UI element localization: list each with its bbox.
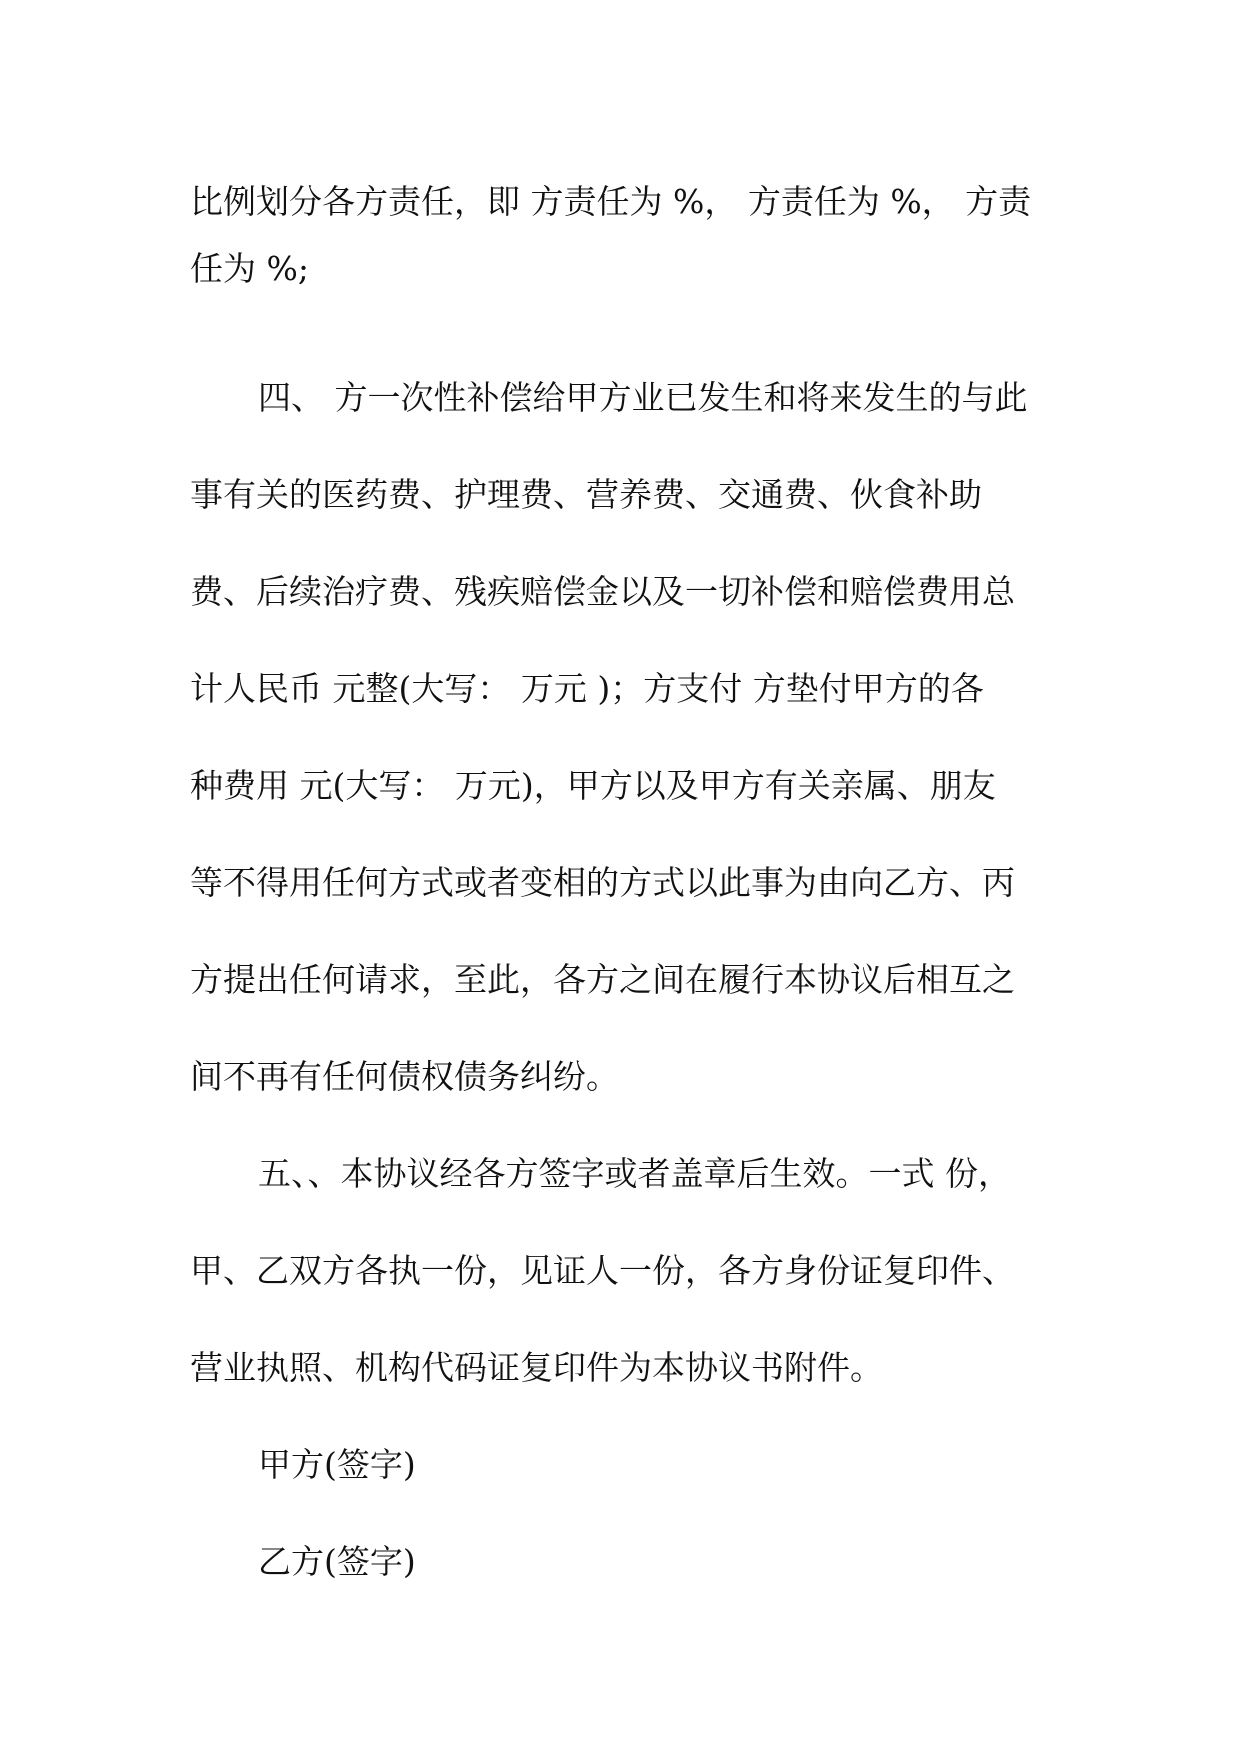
clause-five-heading: 五、、本协议经各方签字或者盖章后生效。一式 份， <box>258 1154 1011 1193</box>
text-line: 比例划分各方责任，即 方责任为 %， 方责任为 %， 方责 <box>190 182 1032 221</box>
text-line: 种费用 元(大写： 万元)，甲方以及甲方有关亲属、朋友 <box>190 766 996 805</box>
text-line: 任为 %; <box>190 249 309 288</box>
text-line: 等不得用任何方式或者变相的方式以此事为由向乙方、丙 <box>190 863 1015 902</box>
text-line: 甲、乙双方各执一份，见证人一份，各方身份证复印件、 <box>190 1251 1015 1290</box>
text-line: 间不再有任何债权债务纠纷。 <box>190 1057 619 1096</box>
party-b-signature: 乙方(签字) <box>258 1542 416 1581</box>
text-line: 费、后续治疗费、残疾赔偿金以及一切补偿和赔偿费用总 <box>190 572 1015 611</box>
clause-four-heading: 四、 方一次性补偿给甲方业已发生和将来发生的与此 <box>258 378 1028 417</box>
text-line: 方提出任何请求，至此，各方之间在履行本协议后相互之 <box>190 960 1015 999</box>
text-line: 事有关的医药费、护理费、营养费、交通费、伙食补助 <box>190 475 982 514</box>
party-a-signature: 甲方(签字) <box>258 1445 416 1484</box>
text-line: 营业执照、机构代码证复印件为本协议书附件。 <box>190 1348 883 1387</box>
text-line: 计人民币 元整(大写： 万元 )；方支付 方垫付甲方的各 <box>190 669 984 708</box>
